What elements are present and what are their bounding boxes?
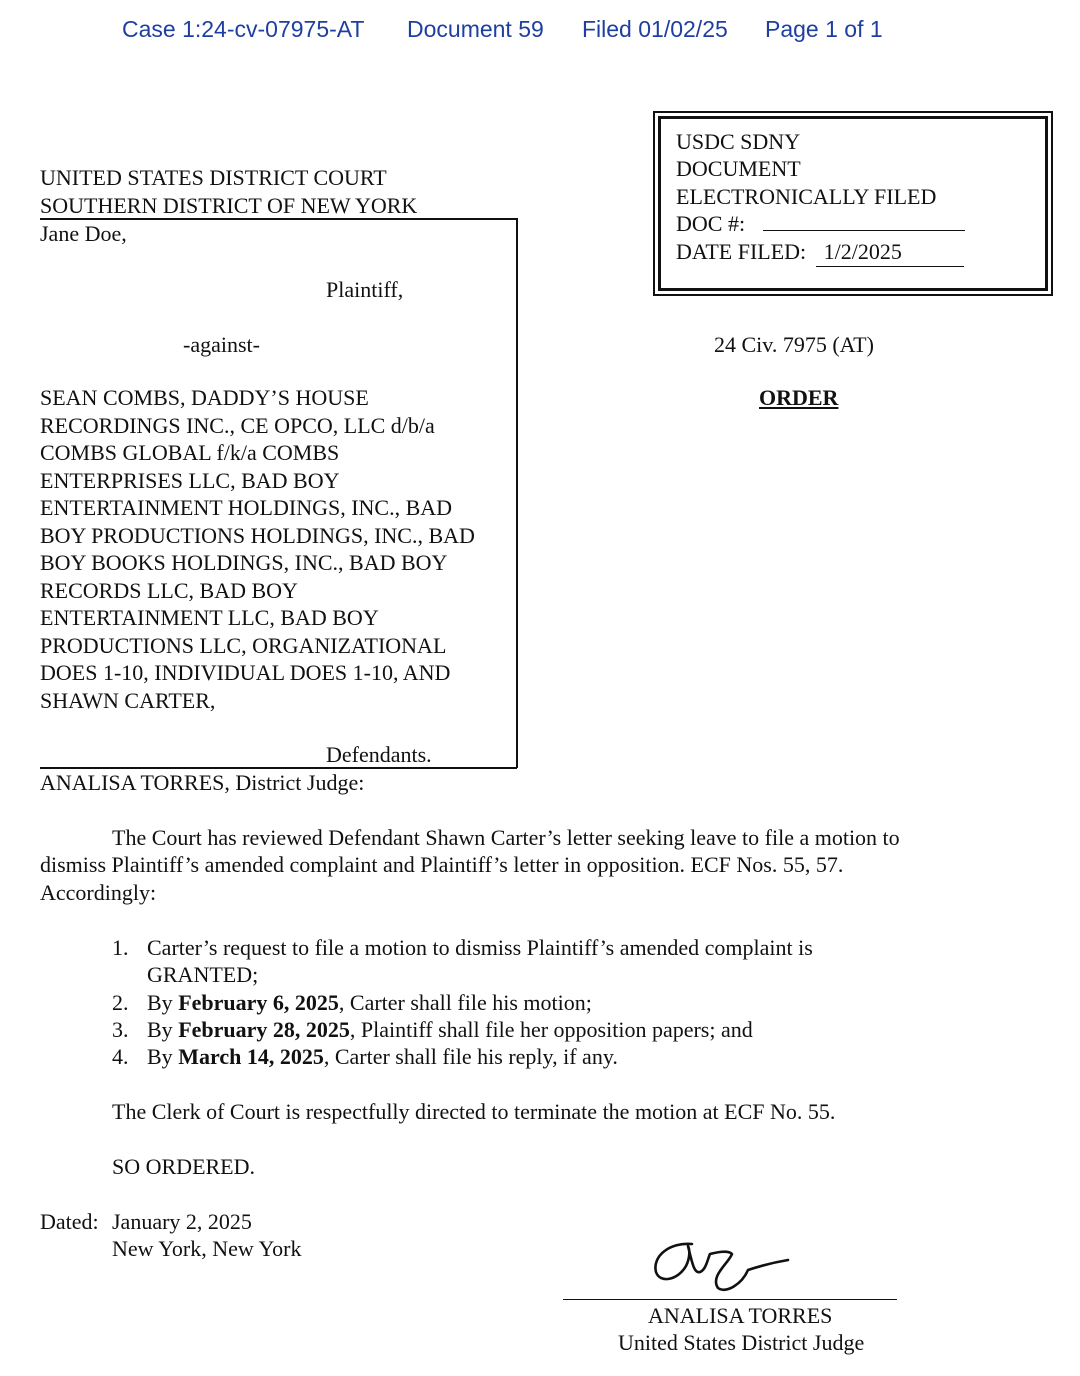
stamp-doc-value [763, 230, 965, 231]
stamp-doc-number [676, 210, 965, 238]
defendants-line: PRODUCTIONS LLC, ORGANIZATIONAL [40, 632, 447, 658]
defendants-line: BOY BOOKS HOLDINGS, INC., BAD BOY [40, 550, 448, 575]
defendants-line: COMBS GLOBAL f/k/a COMBS [40, 440, 340, 465]
list-item-1-number: 1. [112, 935, 129, 960]
court-name-line-1: UNITED STATES DISTRICT COURT [40, 165, 387, 190]
body-paragraph-line-1: The Court has reviewed Defendant Shawn Carter’s letter seeking leave to file a motion to [112, 825, 900, 850]
header-filed: Filed 01/02/25 [582, 16, 728, 42]
judge-line: ANALISA TORRES, District Judge: [40, 770, 365, 795]
order-title: ORDER [759, 385, 839, 410]
signer-title: United States District Judge [618, 1330, 865, 1355]
header-case: Case 1:24-cv-07975-AT [122, 16, 365, 42]
body-paragraph-line-3: Accordingly: [40, 880, 157, 905]
against-label: -against- [183, 332, 260, 357]
stamp-line-2: DOCUMENT [676, 156, 801, 181]
signature-line [563, 1299, 897, 1300]
list-item-3-number: 3. [112, 1017, 129, 1042]
defendants-line: SHAWN CARTER, [40, 687, 216, 713]
stamp-line-1: USDC SDNY [676, 129, 801, 154]
civil-case-number: 24 Civ. 7975 (AT) [714, 332, 874, 357]
deadline-date: February 6, 2025 [178, 990, 339, 1015]
body-paragraph-line-2: dismiss Plaintiff’s amended complaint and Plaintiff’s letter in opposition. ECF Nos. 55, 57. [40, 852, 844, 877]
defendants-line: RECORDINGS INC., CE OPCO, LLC d/b/a [40, 412, 435, 438]
defendants-list [40, 384, 475, 714]
signer-name: ANALISA TORRES [648, 1303, 833, 1328]
dated-place: New York, New York [112, 1236, 302, 1261]
list-item-2-text: By February 6, 2025, Carter shall file his motion; [147, 990, 592, 1015]
defendants-line: ENTERPRISES LLC, BAD BOY [40, 467, 340, 493]
header-document: Document 59 [407, 16, 544, 42]
stamp-date-filed [676, 238, 964, 267]
handwritten-signature [648, 1232, 798, 1302]
list-item-4-number: 4. [112, 1044, 129, 1069]
defendants-line: DOES 1-10, INDIVIDUAL DOES 1-10, AND [40, 660, 451, 685]
deadline-date: March 14, 2025 [178, 1044, 324, 1069]
stamp-line-3: ELECTRONICALLY FILED [676, 184, 937, 209]
list-item-1-text: Carter’s request to file a motion to dismiss Plaintiff’s amended complaint is [147, 935, 813, 960]
defendants-line: ENTERTAINMENT HOLDINGS, INC., BAD [40, 495, 453, 520]
caption-right-rule [516, 218, 518, 768]
stamp-date-value: 1/2/2025 [816, 238, 964, 267]
clerk-directive: The Clerk of Court is respectfully directed to terminate the motion at ECF No. 55. [112, 1099, 836, 1124]
defendants-line: BOY PRODUCTIONS HOLDINGS, INC., BAD [40, 522, 475, 548]
defendants-line: RECORDS LLC, BAD BOY [40, 577, 298, 603]
defendants-line: SEAN COMBS, DADDY’S HOUSE [40, 385, 369, 410]
defendants-label: Defendants. [326, 742, 432, 767]
stamp-doc-label: DOC #: [676, 211, 746, 236]
court-name-line-2: SOUTHERN DISTRICT OF NEW YORK [40, 193, 418, 218]
plaintiff-label: Plaintiff, [326, 277, 404, 302]
deadline-date: February 28, 2025 [178, 1017, 350, 1042]
stamp-date-label: DATE FILED: [676, 239, 807, 264]
defendants-line: ENTERTAINMENT LLC, BAD BOY [40, 605, 379, 630]
header-page: Page 1 of 1 [765, 16, 883, 42]
dated-date: January 2, 2025 [112, 1209, 252, 1234]
so-ordered: SO ORDERED. [112, 1154, 256, 1179]
list-item-4-text: By March 14, 2025, Carter shall file his reply, if any. [147, 1044, 618, 1069]
dated-label: Dated: [40, 1209, 99, 1234]
list-item-2-number: 2. [112, 990, 129, 1015]
list-item-1-text-cont: GRANTED; [147, 962, 259, 987]
plaintiff-name: Jane Doe, [40, 221, 127, 246]
list-item-3-text: By February 28, 2025, Plaintiff shall file her opposition papers; and [147, 1017, 753, 1042]
